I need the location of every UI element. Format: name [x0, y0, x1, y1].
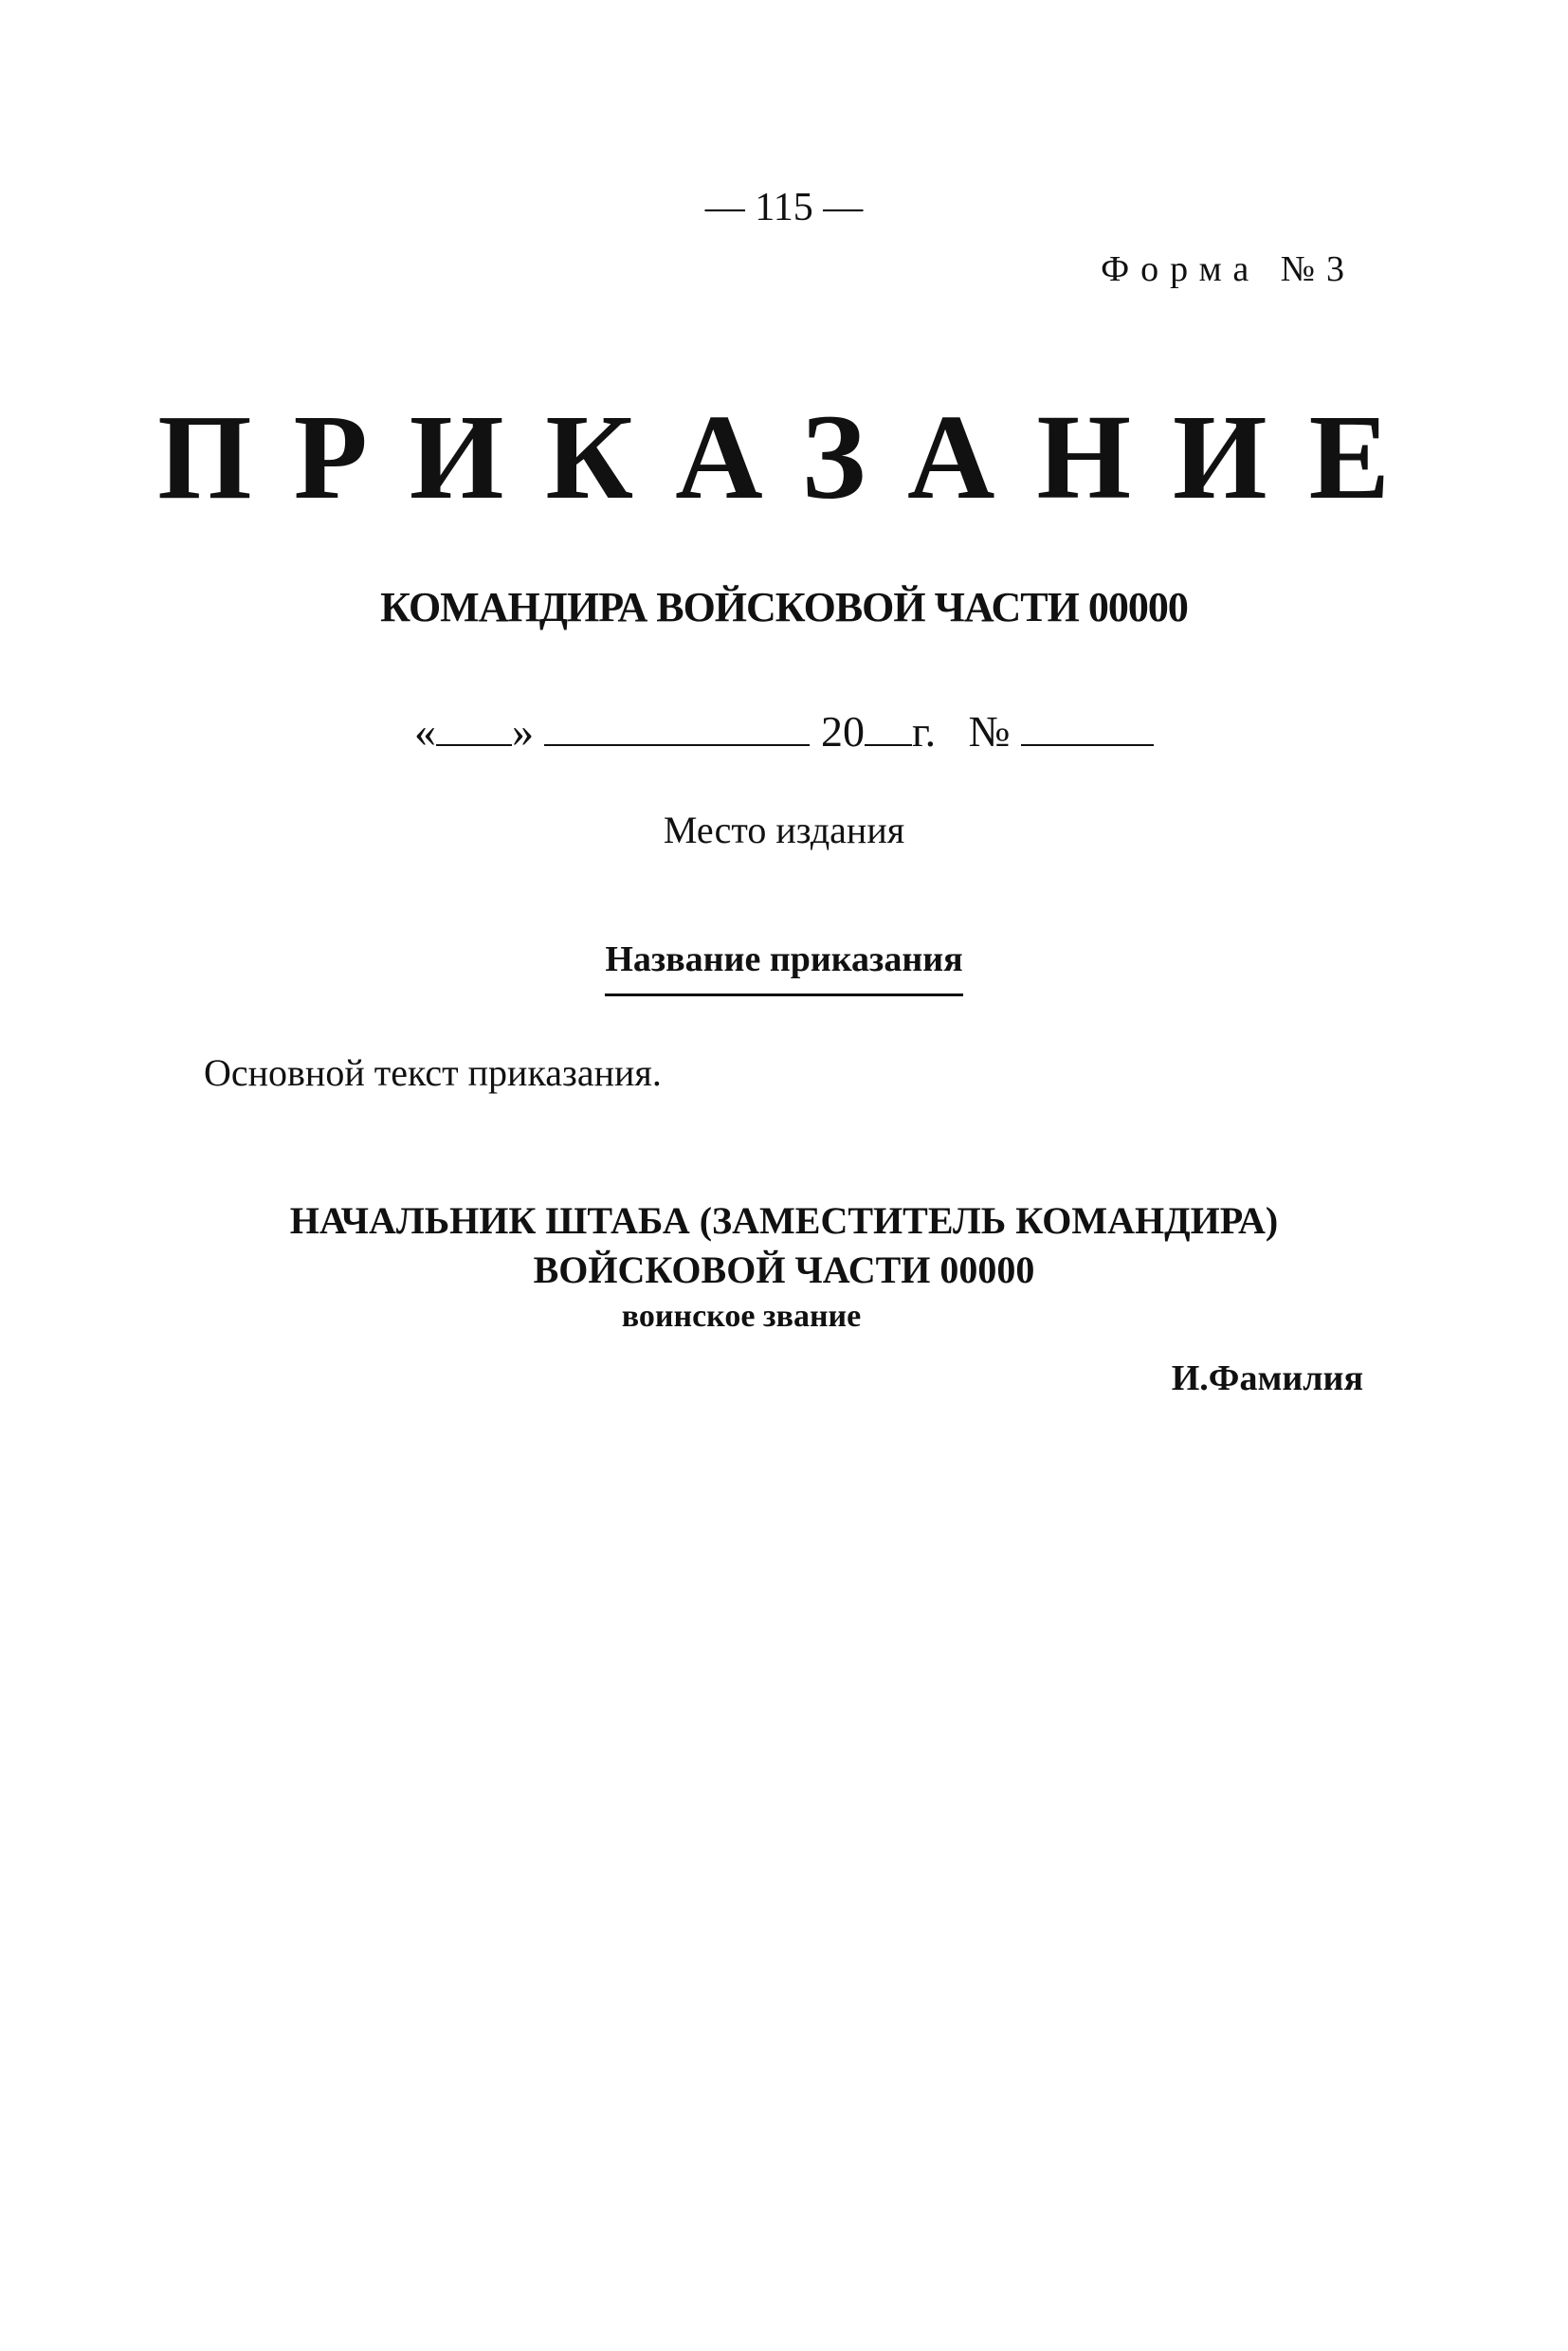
year-blank — [865, 706, 912, 746]
signer-rank: воинское звание — [621, 1299, 862, 1334]
signer-position — [0, 1196, 1568, 1295]
order-number-blank — [1021, 706, 1154, 746]
form-label: Форма №3 — [1101, 249, 1356, 289]
signer-position-line1: НАЧАЛЬНИК ШТАБА (ЗАМЕСТИТЕЛЬ КОМАНДИРА) — [289, 1199, 1279, 1242]
month-blank — [544, 706, 810, 746]
number-sign: № — [968, 707, 1011, 756]
close-quote: » — [511, 707, 534, 756]
open-quote: « — [413, 707, 436, 756]
order-name-container — [0, 939, 1568, 996]
order-name: Название приказания — [605, 939, 962, 996]
order-body-text: Основной текст приказания. — [204, 1051, 662, 1094]
signer-position-line2: ВОЙСКОВОЙ ЧАСТИ 00000 — [533, 1248, 1035, 1291]
year-prefix: 20 — [820, 707, 865, 756]
document-subtitle: КОМАНДИРА ВОЙСКОВОЙ ЧАСТИ 00000 — [380, 584, 1188, 630]
document-title: ПРИКАЗАНИЕ — [157, 390, 1431, 524]
place-of-issue: Место издания — [663, 809, 905, 851]
day-blank — [436, 706, 512, 746]
page-number: — 115 — — [704, 186, 864, 229]
signer-name: И.Фамилия — [1171, 1358, 1363, 1398]
date-number-line — [0, 706, 1568, 756]
year-suffix: г. — [911, 707, 937, 756]
